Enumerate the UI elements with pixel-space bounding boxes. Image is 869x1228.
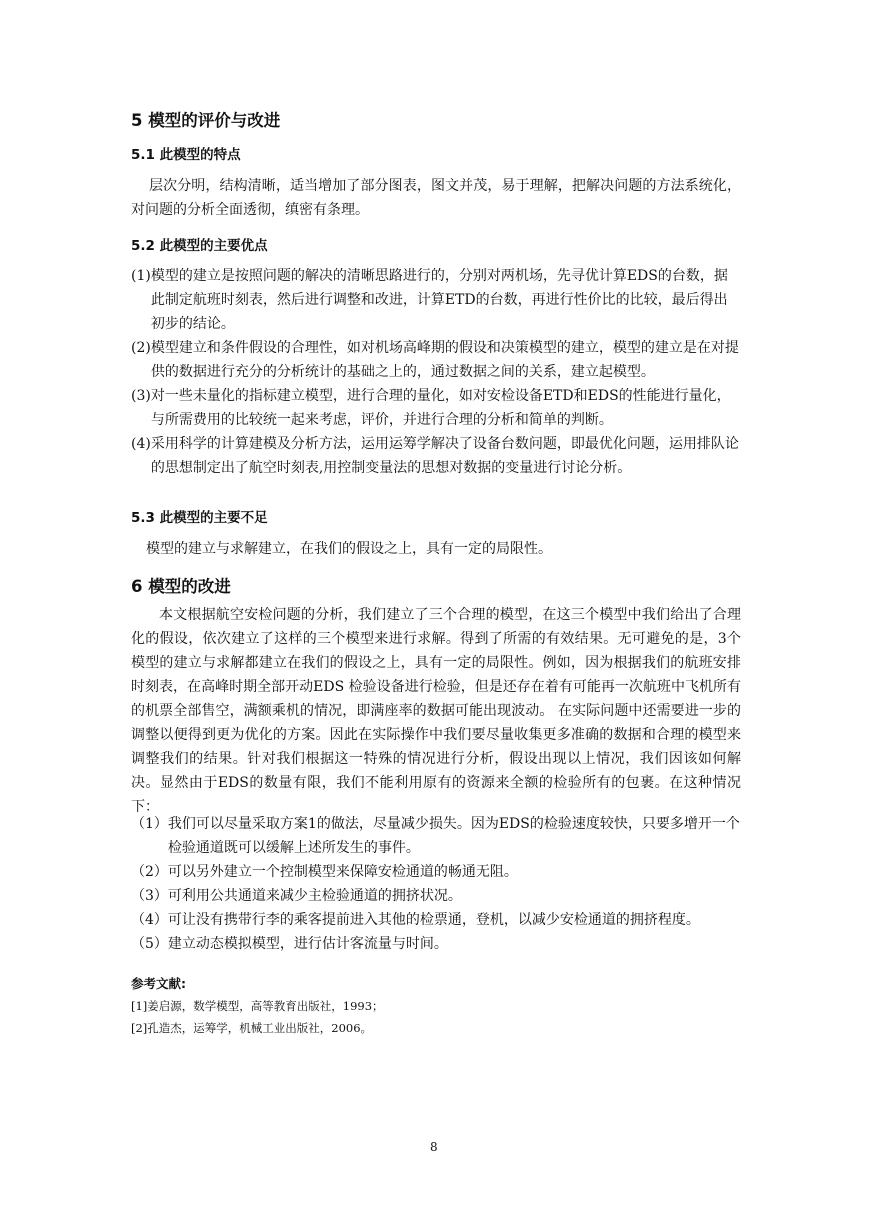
page-number: 8 [430, 1140, 438, 1154]
list-item-text: 模型的建立是按照问题的解决的清晰思路进行的，分别对两机场，先寻优计算EDS的台数，据此制定航班时刻表，然后进行调整和改进，计算ETD的台数，再进行性价比的比较，最后得出初步的结论。 [150, 268, 728, 332]
list-item-number: (4) [131, 436, 151, 452]
section-6-paragraph: 本文根据航空安检问题的分析，我们建立了三个合理的模型，在这三个模型中我们给出了合理化的假设，依次建立了这样的三个模型来进行求解。得到了所需的有效结果。无可避免的是，3个模型的建立与求解都建立在我们的假设之上，具有一定的局限性。例如，因为根据我们的航班安排时刻表，在高峰时期全部开动EDS 检验设备进行检验，但是还存在着有可能再一次航班中飞机所有的机票全部售空，满额乘机的情况，即满座率的数据可能出现波动。 在实际问题中还需要进一步的调整以便得到更为优化的方案。因此在实际操作中我们要尽量收集更多准确的数据和合理的模型来调整我们的结果。针对我们根据这一特殊的情况进行分析，假设出现以上情况，我们因该如何解决。显然由于EDS的数量有限，我们不能利用原有的资源来全额的检验所有的包裹。在这种情况下： [131, 607, 741, 815]
subsection-5-3-text: 模型的建立与求解建立，在我们的假设之上，具有一定的局限性。 [146, 541, 552, 557]
list-item-number: （5） [131, 936, 168, 952]
subsection-5-1-text: 层次分明，结构清晰，适当增加了部分图表，图文并茂，易于理解，把解决问题的方法系统化，对问题的分析全面透彻，缜密有条理。 [131, 178, 741, 218]
list-item-number: (2) [131, 340, 151, 356]
list-item-text: 模型建立和条件假设的合理性，如对机场高峰期的假设和决策模型的建立，模型的建立是在对提供的数据进行充分的分析统计的基础之上的，通过数据之间的关系，建立起模型。 [150, 340, 739, 380]
list-item [131, 884, 741, 908]
section-6-title: 6 模型的改进 [131, 577, 231, 596]
list-item-text: 对一些未量化的指标建立模型，进行合理的量化，如对安检设备ETD和EDS的性能进行量化，与所需费用的比较统一起来考虑，评价，并进行合理的分析和简单的判断。 [150, 388, 731, 428]
list-item-number: （3） [131, 888, 168, 904]
list-item [131, 860, 741, 884]
subsection-5-2-title: 5.2 此模型的主要优点 [131, 238, 268, 254]
advantages-list [131, 264, 741, 480]
list-item-text: 可让没有携带行李的乘客提前进入其他的检票通，登机，以减少安检通道的拥挤程度。 [167, 912, 700, 928]
subsection-5-1-title: 5.1 此模型的特点 [131, 147, 241, 163]
list-item-number: (3) [131, 388, 151, 404]
reference-item: [2]孔造杰，运筹学，机械工业出版社，2006。 [131, 1021, 373, 1035]
references-title: 参考文献: [131, 976, 186, 991]
list-item [131, 336, 741, 384]
list-item [131, 432, 741, 480]
subsection-5-3-title: 5.3 此模型的主要不足 [131, 510, 268, 526]
list-item-text: 可以另外建立一个控制模型来保障安检通道的畅通无阻。 [167, 864, 518, 880]
reference-item: [1]姜启源，数学模型，高等教育出版社，1993； [131, 999, 384, 1013]
list-item-text: 采用科学的计算建模及分析方法，运用运筹学解决了设备台数问题，即最优化问题，运用排队论的思想制定出了航空时刻表,用控制变量法的思想对数据的变量进行讨论分析。 [150, 436, 739, 476]
list-item-number: (1) [131, 268, 151, 284]
list-item [131, 908, 741, 932]
list-item-text: 建立动态模拟模型，进行估计客流量与时间。 [167, 936, 448, 952]
list-item [131, 384, 741, 432]
list-item-number: （2） [131, 864, 168, 880]
list-item [131, 264, 741, 336]
section-5-title: 5 模型的评价与改进 [131, 111, 281, 130]
list-item [131, 812, 741, 860]
subsection-5-1-body [131, 174, 741, 222]
improvement-list [131, 812, 741, 956]
list-item-number: （1） [131, 816, 168, 832]
list-item-text: 可利用公共通道来减少主检验通道的拥挤状况。 [167, 888, 462, 904]
list-item [131, 932, 741, 956]
section-6-body [131, 603, 741, 819]
list-item-text: 我们可以尽量采取方案1的做法，尽量减少损失。因为EDS的检验速度较快，只要多增开一个检验通道既可以缓解上述所发生的事件。 [167, 816, 740, 856]
list-item-number: （4） [131, 912, 168, 928]
